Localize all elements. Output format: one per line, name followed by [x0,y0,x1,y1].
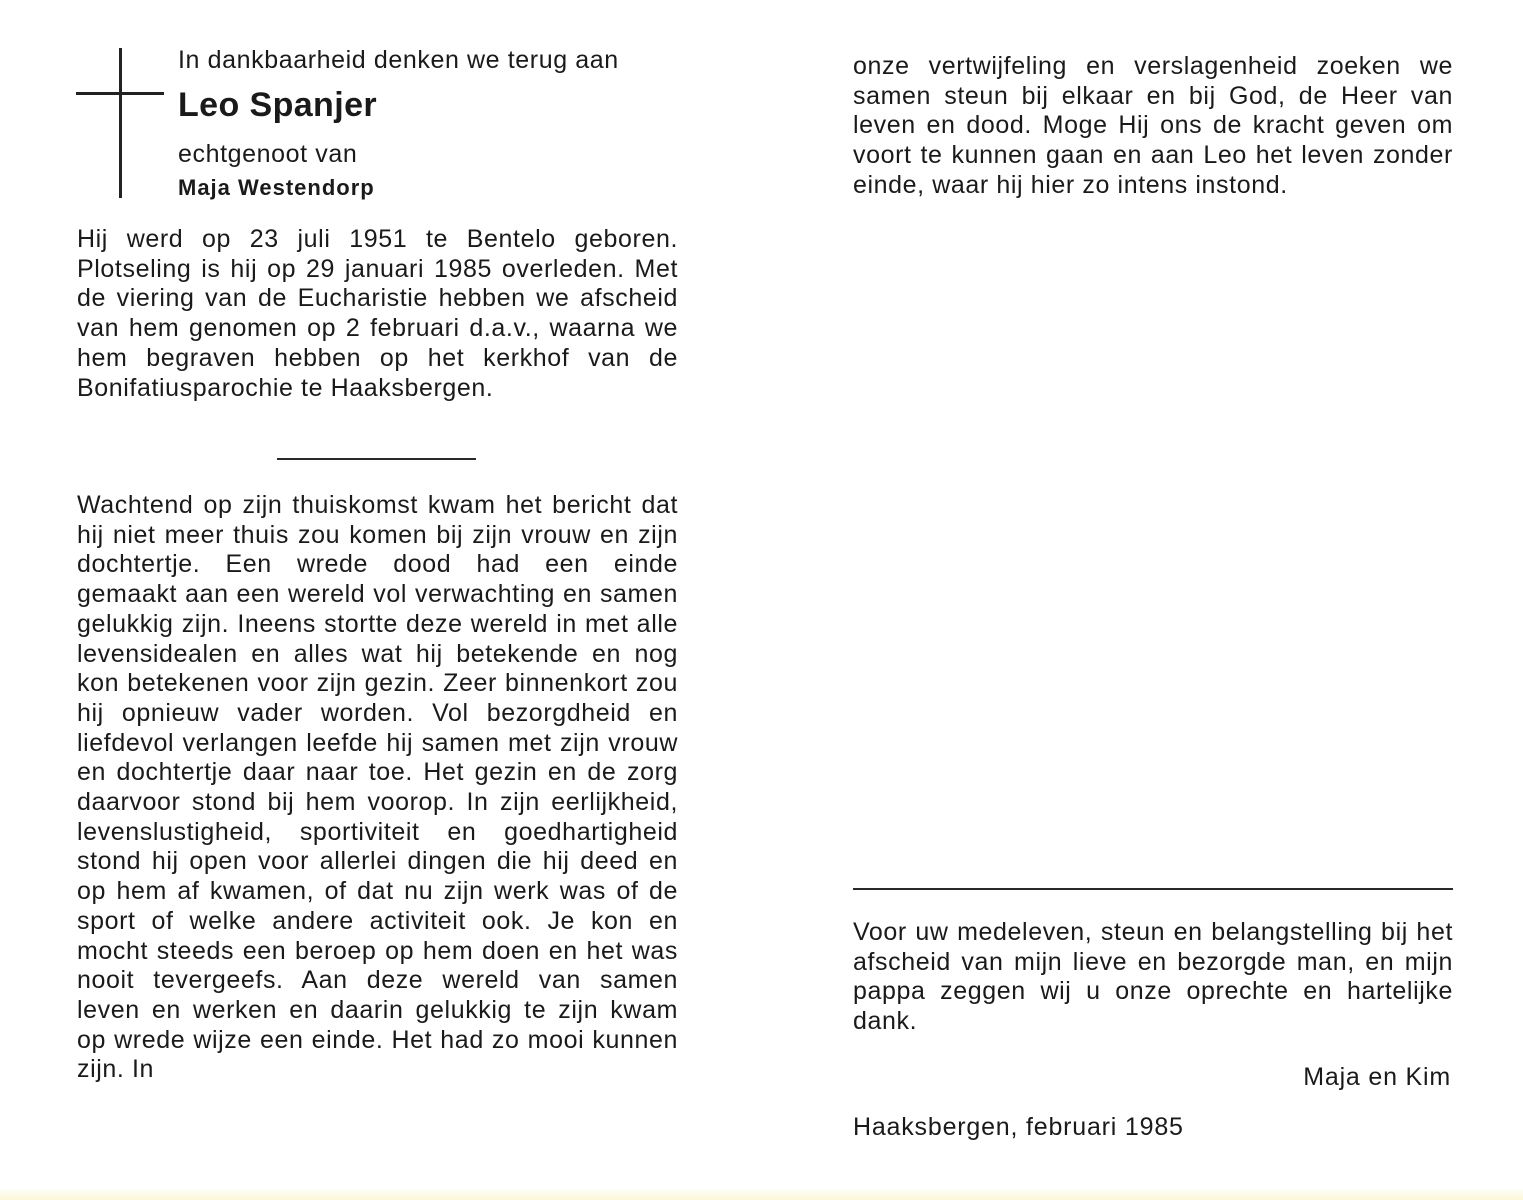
left-divider [277,458,476,460]
place-date: Haaksbergen, februari 1985 [853,1113,1184,1141]
thanks-paragraph: Voor uw medeleven, steun en belangstelling bij het afscheid van mijn lieve en bezorgde man, en mijn pappa zeggen wij u onze oprechte en hartelijke dank. [853,918,1453,1036]
birth-death-paragraph: Hij werd op 23 juli 1951 te Bentelo geboren. Plotseling is hij op 29 januari 1985 overleden. Met de viering van de Eucharistie hebben we afscheid van hem genomen op 2 februari d.a.v., waarna we hem begraven hebben op het kerkhof van de Bonifatiusparochie te Haaksbergen. [77,225,678,402]
cross-vertical-bar [119,48,122,198]
tribute-paragraph: Wachtend op zijn thuiskomst kwam het bericht dat hij niet meer thuis zou komen bij zijn vrouw en zijn dochtertje. Een wrede dood had een einde gemaakt aan een wereld vol verwachting en samen gelukkig zijn. Ineens stortte deze wereld in met alle levensidealen en alles wat hij betekende en nog kon betekenen voor zijn gezin. Zeer binnenkort zou hij opnieuw vader worden. Vol bezorgdheid en liefdevol verlangen leefde hij samen met zijn vrouw en dochtertje daar naar toe. Het gezin en de zorg daarvoor stond bij hem voorop. In zijn eerlijkheid, levenslustigheid, sportiviteit en goedhartigheid stond hij open voor allerlei dingen die hij deed en op hem af kwamen, of dat nu zijn werk was of de sport of welke andere activiteit ook. Je kon en mocht steeds een beroep op hem doen en het was nooit tevergeefs. Aan deze wereld van samen leven en werken en daarin gelukkig te zijn kwam op wrede wijze een einde. Het had zo mooi kunnen zijn. In [77,491,678,1084]
spouse-name: Maja Westendorp [178,175,375,200]
deceased-name: Leo Spanjer [178,86,378,124]
right-divider [853,888,1453,890]
tribute-continuation: onze vertwijfeling en verslagenheid zoeken we samen steun bij elkaar en bij God, de Heer van leven en dood. Moge Hij ons de kracht geven om voort te kunnen gaan en aan Leo het leven zonder einde, waar hij hier zo intens instond. [853,52,1453,199]
card-bottom-edge [0,1188,1523,1200]
cross-horizontal-bar [76,92,164,95]
signature: Maja en Kim [1303,1063,1451,1091]
intro-line: In dankbaarheid denken we terug aan [178,46,619,74]
spouse-label: echtgenoot van [178,140,358,168]
